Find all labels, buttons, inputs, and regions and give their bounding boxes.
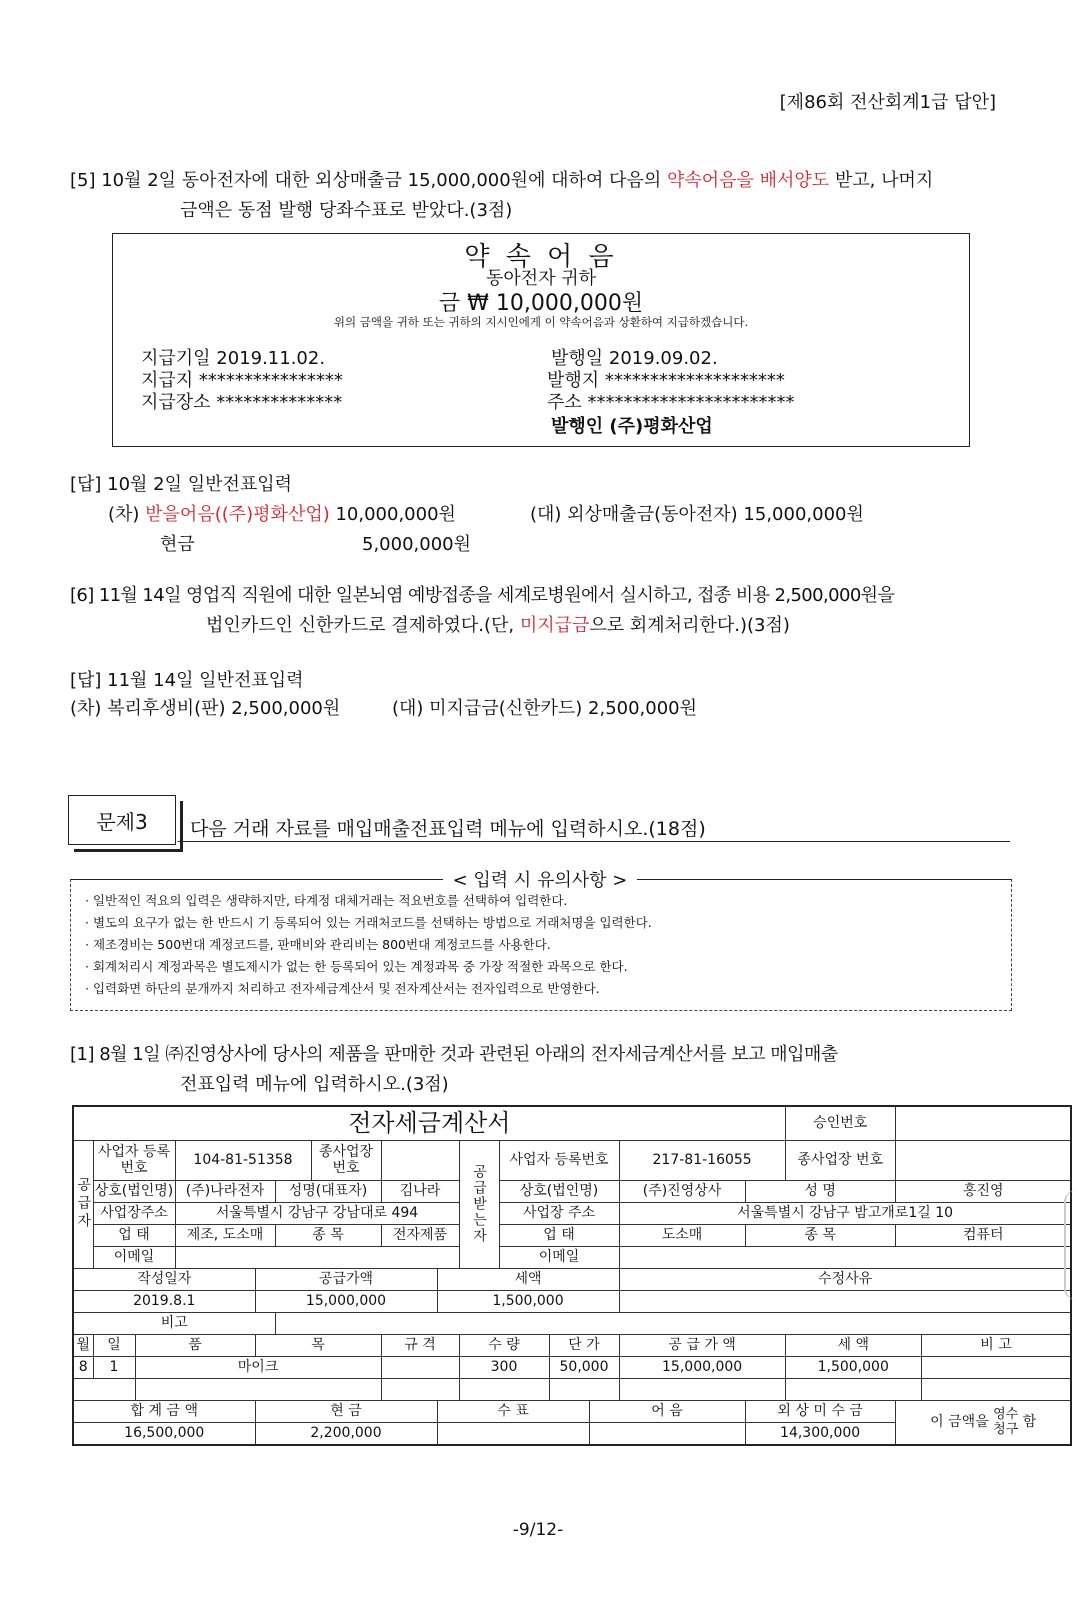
empty-cell	[785, 1378, 921, 1400]
answer-5-debit	[108, 500, 456, 530]
supplier-ceo-label: 성명(대표자)	[275, 1180, 381, 1202]
q5-highlight: 약속어음을 배서양도	[666, 170, 830, 191]
sum-cash: 2,200,000	[255, 1422, 437, 1445]
date-value: 2019.8.1	[73, 1290, 255, 1312]
buyer-name-label: 상호(법인명)	[499, 1180, 619, 1202]
row-supply: 15,000,000	[619, 1356, 785, 1378]
claim-text: 이 금액을	[930, 1414, 989, 1430]
row-item: 마이크	[135, 1356, 381, 1378]
supplier-email	[175, 1246, 459, 1268]
empty-cell	[459, 1378, 549, 1400]
q1-line1: [1] 8월 1일 ㈜진영상사에 당사의 제품을 판매한 것과 관련된 아래의 전자세금계산서를 보고 매입매출	[70, 1044, 838, 1065]
page-number: -9/12-	[512, 1520, 564, 1540]
q5-text-end: 받고, 나머지	[829, 170, 934, 191]
supplier-name-label: 상호(법인명)	[93, 1180, 175, 1202]
buyer-type-label: 업 태	[499, 1224, 619, 1246]
col-item-b: 목	[255, 1334, 381, 1356]
approval-label: 승인번호	[785, 1106, 895, 1140]
supplier-type: 제조, 도소매	[175, 1224, 275, 1246]
notice-box	[70, 879, 1012, 1011]
empty-cell	[73, 1378, 135, 1400]
buyer-side-label: 공급받는자	[459, 1140, 499, 1268]
buyer-branch-label: 종사업장 번호	[785, 1140, 895, 1180]
question-6	[70, 581, 1010, 641]
note-issuer: 발행인 (주)평화산업	[551, 416, 713, 437]
buyer-email	[619, 1246, 1071, 1268]
notice-item: · 제조경비는 500번대 계정코드를, 판매비와 관리비는 800번대 계정코드를 사용한다.	[85, 934, 1011, 956]
supplier-branch-value	[381, 1140, 459, 1180]
note-issue-date: 발행일 2019.09.02.	[551, 348, 718, 369]
answer-5-head: [답] 10월 2일 일반전표입력	[70, 474, 293, 495]
note-recipient: 동아전자 귀하	[485, 268, 597, 289]
ans5-dr-amount: 10,000,000원	[329, 504, 456, 525]
supplier-email-label: 이메일	[93, 1246, 175, 1268]
sum-check-label: 수 표	[437, 1400, 589, 1422]
note-pay-location: 지급장소 **************	[141, 392, 343, 413]
note-title: 약 속 어 음	[464, 242, 618, 272]
problem-3-title: 다음 거래 자료를 매입매출전표입력 메뉴에 입력하시오.(18점)	[190, 818, 706, 840]
row-price: 50,000	[549, 1356, 619, 1378]
remark-value	[275, 1312, 1071, 1334]
tax-invoice-table	[72, 1105, 1072, 1446]
ans5-dr-label: (차)	[108, 504, 146, 525]
page-header: [제86회 전산회계1급 답안]	[779, 92, 996, 113]
claim-request: 청구	[993, 1422, 1019, 1437]
empty-cell	[549, 1378, 619, 1400]
sum-note-label: 어 음	[589, 1400, 745, 1422]
ans5-dr-account: 받을어음((주)평화산업)	[145, 504, 330, 525]
divider	[178, 841, 1010, 842]
note-fine-print: 위의 금액을 귀하 또는 귀하의 지시인에게 이 약속어음과 상환하여 지급하겠습니다.	[333, 315, 749, 329]
remark-label: 비고	[73, 1312, 275, 1334]
sum-ar: 14,300,000	[745, 1422, 895, 1445]
answer-6-credit: (대) 미지급금(신한카드) 2,500,000원	[392, 698, 698, 719]
col-item-a: 품	[135, 1334, 255, 1356]
buyer-email-label: 이메일	[499, 1246, 619, 1268]
buyer-ceo-label: 성 명	[745, 1180, 895, 1202]
supplier-address: 서울특별시 강남구 강남대로 494	[175, 1202, 459, 1224]
q6-line1: [6] 11월 14일 영업직 직원에 대한 일본뇌염 예방접종을 세계로병원에서 실시하고, 접종 비용 2,500,000원을	[70, 585, 895, 606]
sum-note	[589, 1422, 745, 1445]
note-due-date: 지급기일 2019.11.02.	[141, 348, 326, 369]
supplier-biz-no: 104-81-51358	[175, 1140, 311, 1180]
row-qty: 300	[459, 1356, 549, 1378]
supplier-item-label: 종 목	[275, 1224, 381, 1246]
tax-value: 1,500,000	[437, 1290, 619, 1312]
col-price: 단 가	[549, 1334, 619, 1356]
col-day: 일	[93, 1334, 135, 1356]
col-remark: 비 고	[921, 1334, 1071, 1356]
empty-cell	[921, 1378, 1071, 1400]
supplier-addr-label: 사업장주소	[93, 1202, 175, 1224]
note-address: 주소 ***********************	[547, 392, 795, 413]
supplier-ceo: 김나라	[381, 1180, 459, 1202]
row-spec	[381, 1356, 459, 1378]
supplier-item: 전자제품	[381, 1224, 459, 1246]
q5-line2: 금액은 동점 발행 당좌수표로 받았다.(3점)	[180, 200, 513, 221]
supplier-side-label: 공급자	[73, 1140, 93, 1268]
invoice-title: 전자세금계산서	[73, 1106, 785, 1140]
notice-title-text: < 입력 시 유의사항 >	[443, 870, 638, 891]
q5-text: [5] 10월 2일 동아전자에 대한 외상매출금 15,000,000원에 대하여 다음의	[70, 170, 667, 191]
reason-label: 수정사유	[619, 1268, 1071, 1290]
col-spec: 규 격	[381, 1334, 459, 1356]
supplier-branch-label: 종사업장 번호	[311, 1140, 381, 1180]
promissory-note	[112, 233, 970, 447]
row-remark	[921, 1356, 1071, 1378]
sum-total-label: 합 계 금 액	[73, 1400, 255, 1422]
empty-cell	[619, 1378, 785, 1400]
question-5	[70, 166, 1010, 226]
claim-end: 함	[1022, 1414, 1037, 1430]
buyer-item: 컴퓨터	[895, 1224, 1071, 1246]
sum-cash-label: 현 금	[255, 1400, 437, 1422]
q6-highlight: 미지급금	[519, 615, 590, 636]
buyer-biz-no: 217-81-16055	[619, 1140, 785, 1180]
supply-label: 공급가액	[255, 1268, 437, 1290]
answer-5-cash-amount: 5,000,000원	[362, 534, 471, 555]
notice-title	[70, 866, 1010, 892]
supplier-name: (주)나라전자	[175, 1180, 275, 1202]
buyer-item-label: 종 목	[745, 1224, 895, 1246]
claim-receipt: 영수	[993, 1407, 1019, 1422]
note-amount: 금 ₩ 10,000,000원	[438, 291, 644, 316]
buyer-branch-value	[895, 1140, 1071, 1180]
row-tax: 1,500,000	[785, 1356, 921, 1378]
problem-3-tab: 문제3	[68, 795, 176, 845]
q6-text-end: 으로 회계처리한다.)(3점)	[589, 615, 790, 636]
answer-6-debit: (차) 복리후생비(판) 2,500,000원	[70, 698, 341, 719]
question-1	[70, 1040, 1010, 1100]
scroll-handle[interactable]	[1064, 1190, 1076, 1300]
note-issue-place: 발행지 ********************	[547, 370, 785, 391]
empty-cell	[381, 1378, 459, 1400]
row-day: 1	[93, 1356, 135, 1378]
date-label: 작성일자	[73, 1268, 255, 1290]
notice-item: · 일반적인 적요의 입력은 생략하지만, 타계정 대체거래는 적요번호를 선택하여 입력한다.	[85, 890, 1011, 912]
sum-check	[437, 1422, 589, 1445]
reason-value	[619, 1290, 1071, 1312]
col-month: 월	[73, 1334, 93, 1356]
col-supply: 공 급 가 액	[619, 1334, 785, 1356]
tax-label: 세액	[437, 1268, 619, 1290]
supplier-biz-no-label: 사업자 등록번호	[93, 1140, 175, 1180]
answer-5-cash: 현금	[160, 534, 195, 555]
supplier-type-label: 업 태	[93, 1224, 175, 1246]
sum-total: 16,500,000	[73, 1422, 255, 1445]
buyer-type: 도소매	[619, 1224, 745, 1246]
col-tax: 세 액	[785, 1334, 921, 1356]
notice-item: · 회계처리시 계정과목은 별도제시가 없는 한 등록되어 있는 계정과목 중 가장 적절한 과목으로 한다.	[85, 956, 1011, 978]
claim-cell	[895, 1400, 1071, 1445]
buyer-addr-label: 사업장 주소	[499, 1202, 619, 1224]
supply-value: 15,000,000	[255, 1290, 437, 1312]
note-pay-place: 지급지 ****************	[141, 370, 343, 391]
q1-line2: 전표입력 메뉴에 입력하시오.(3점)	[180, 1074, 449, 1095]
approval-value	[895, 1106, 1071, 1140]
answer-5-credit: (대) 외상매출금(동아전자) 15,000,000원	[530, 504, 864, 525]
notice-item: · 별도의 요구가 없는 한 반드시 기 등록되어 있는 거래처코드를 선택하는 방법으로 거래처명을 입력한다.	[85, 912, 1011, 934]
sum-ar-label: 외 상 미 수 금	[745, 1400, 895, 1422]
notice-item: · 입력화면 하단의 분개까지 처리하고 전자세금계산서 및 전자계산서는 전자입력으로 반영한다.	[85, 978, 1011, 1000]
buyer-biz-no-label: 사업자 등록번호	[499, 1140, 619, 1180]
empty-cell	[135, 1378, 381, 1400]
answer-6-head: [답] 11월 14일 일반전표입력	[70, 670, 304, 691]
row-month: 8	[73, 1356, 93, 1378]
q6-text: 법인카드인 신한카드로 결제하였다.(단,	[206, 615, 520, 636]
claim-choice	[993, 1407, 1018, 1437]
buyer-address: 서울특별시 강남구 밤고개로1길 10	[619, 1202, 1071, 1224]
buyer-name: (주)진영상사	[619, 1180, 745, 1202]
buyer-ceo: 홍진영	[895, 1180, 1071, 1202]
col-qty: 수 량	[459, 1334, 549, 1356]
